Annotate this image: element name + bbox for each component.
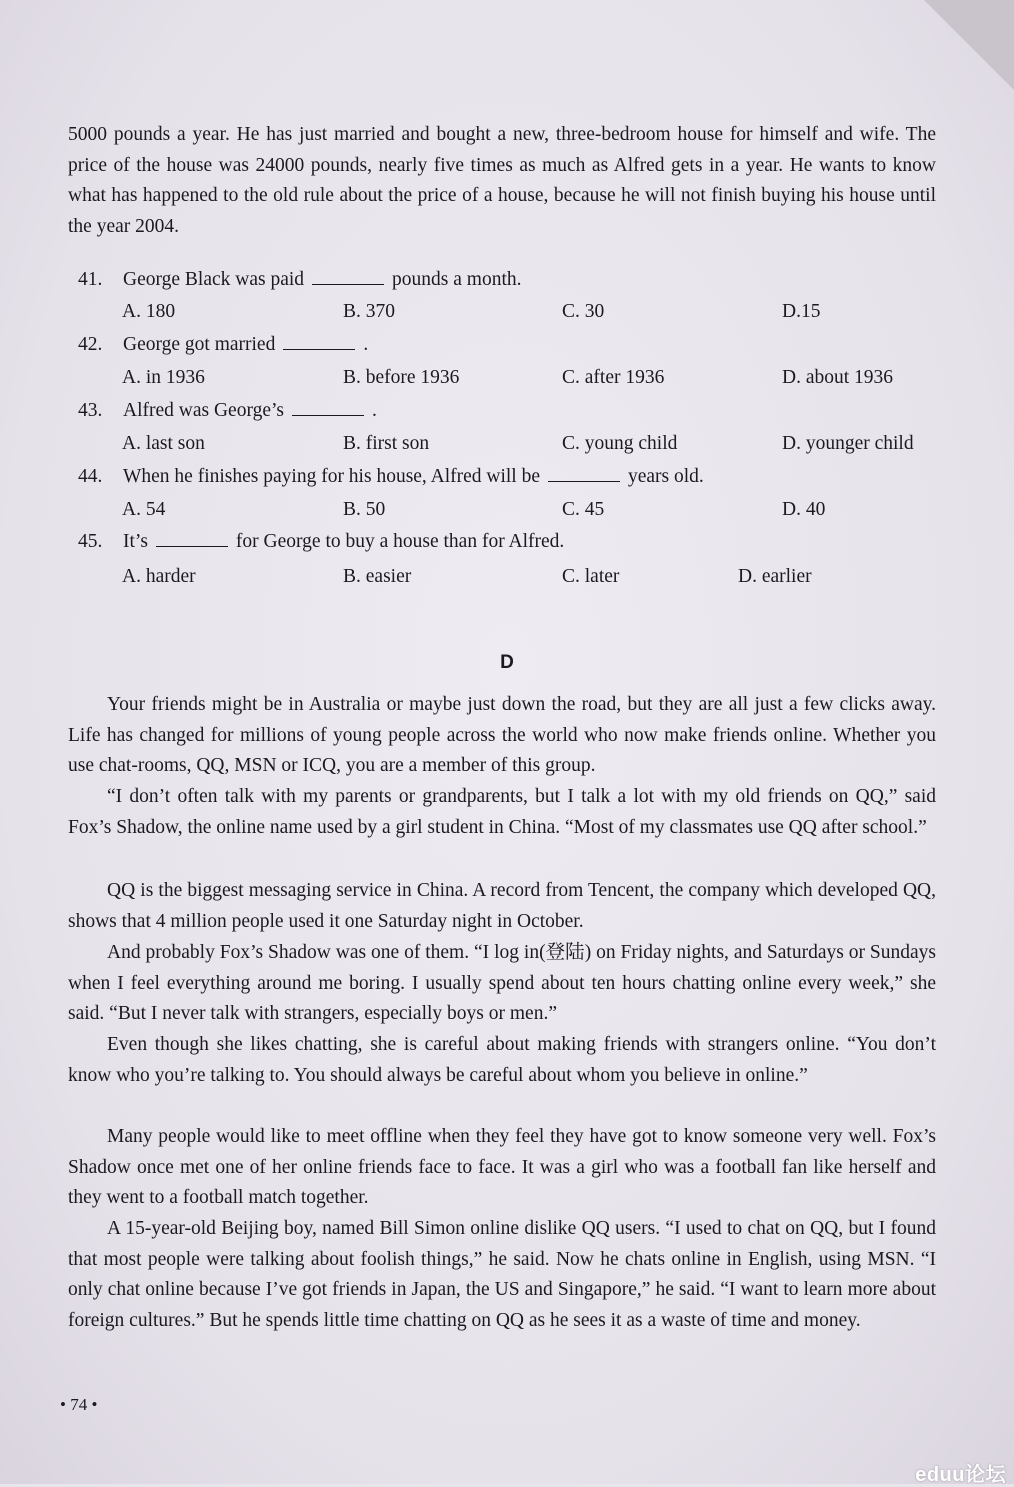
question-number: 42. bbox=[78, 334, 103, 355]
question-number: 45. bbox=[78, 531, 103, 552]
question-42 bbox=[78, 331, 958, 359]
question-44 bbox=[78, 463, 958, 491]
answer-blank[interactable] bbox=[312, 270, 384, 285]
question-44-options bbox=[118, 496, 958, 524]
section-heading: D bbox=[500, 652, 514, 673]
question-45-options bbox=[118, 563, 958, 591]
page-number: • 74 • bbox=[60, 1395, 98, 1414]
passage-d-paragraph: Your friends might be in Australia or maybe just down the road, but they are all just a few clicks away. Life has changed for millions of young people across the world who now make friends online. Whether you use chat-rooms, QQ, MSN or ICQ, you are a member of this group. bbox=[68, 694, 936, 777]
option-a[interactable]: A. harder bbox=[122, 566, 196, 587]
passage-d-paragraph: Many people would like to meet offline when they feel they have got to know someone very well. Fox’s Shadow once met one of her online friends face to face. It was a girl who was a football fan like herself and they went to a football match together. bbox=[68, 1126, 936, 1209]
site-watermark: eduu论坛 bbox=[915, 1464, 1006, 1486]
option-b[interactable]: B. 50 bbox=[343, 499, 386, 520]
option-b[interactable]: B. 370 bbox=[343, 301, 396, 322]
option-c[interactable]: C. later bbox=[562, 566, 620, 587]
option-a[interactable]: A. last son bbox=[122, 433, 205, 454]
option-a[interactable]: A. 54 bbox=[122, 499, 166, 520]
passage-d-paragraph: “I don’t often talk with my parents or grandparents, but I talk a lot with my old friends on QQ,” said Fox’s Shadow, the online name used by a girl student in China. “Most of my classmates use QQ after school.” bbox=[68, 786, 936, 838]
question-stem: When he finishes paying for his house, Alfred will be years old. bbox=[123, 466, 704, 487]
option-d[interactable]: D. earlier bbox=[738, 566, 812, 587]
answer-blank[interactable] bbox=[292, 401, 364, 416]
passage-d-paragraph: And probably Fox’s Shadow was one of them. “I log in(登陆) on Friday nights, and Saturdays or Sundays when I feel everything around me boring. I usually spend about ten hours chatting online every week,” she said. “But I never talk with strangers, especially boys or men.” bbox=[68, 942, 936, 1025]
question-43 bbox=[78, 397, 958, 425]
question-41 bbox=[78, 266, 958, 294]
question-stem: George Black was paid pounds a month. bbox=[123, 269, 522, 290]
option-c[interactable]: C. young child bbox=[562, 433, 678, 454]
question-stem: Alfred was George’s . bbox=[123, 400, 377, 421]
question-42-options bbox=[118, 364, 958, 392]
option-b[interactable]: B. first son bbox=[343, 433, 430, 454]
option-c[interactable]: C. 30 bbox=[562, 301, 605, 322]
question-43-options bbox=[118, 430, 958, 458]
passage-d-paragraph: A 15-year-old Beijing boy, named Bill Simon online dislike QQ users. “I used to chat on QQ, but I found that most people were talking about foolish things,” he said. Now he chats online in English, using MSN. “I only chat online because I’ve got friends in Japan, the US and Singapore,” he said. “I want to learn more about foreign cultures.” But he spends little time chatting on QQ as he sees it as a waste of time and money. bbox=[68, 1218, 936, 1331]
option-c[interactable]: C. 45 bbox=[562, 499, 605, 520]
option-b[interactable]: B. before 1936 bbox=[343, 367, 460, 388]
passage-d-paragraph: Even though she likes chatting, she is careful about making friends with strangers online. “You don’t know who you’re talking to. You should always be careful about whom you believe in online.” bbox=[68, 1034, 936, 1086]
passage-c-ending: 5000 pounds a year. He has just married and bought a new, three-bedroom house for himself and wife. The price of the house was 24000 pounds, nearly five times as much as Alfred gets in a year. He wants to know what has happened to the old rule about the price of a house, because he will not finish buying his house until the year 2004. bbox=[68, 124, 936, 237]
answer-blank[interactable] bbox=[283, 335, 355, 350]
option-d[interactable]: D. 40 bbox=[782, 499, 826, 520]
answer-blank[interactable] bbox=[156, 532, 228, 547]
option-d[interactable]: D.15 bbox=[782, 301, 821, 322]
question-number: 44. bbox=[78, 466, 103, 487]
question-stem: George got married . bbox=[123, 334, 369, 355]
option-b[interactable]: B. easier bbox=[343, 566, 412, 587]
option-a[interactable]: A. in 1936 bbox=[122, 367, 205, 388]
passage-d-paragraph: QQ is the biggest messaging service in China. A record from Tencent, the company which developed QQ, shows that 4 million people used it one Saturday night in October. bbox=[68, 880, 936, 932]
option-d[interactable]: D. younger child bbox=[782, 433, 914, 454]
question-stem: It’s for George to buy a house than for Alfred. bbox=[123, 531, 565, 552]
answer-blank[interactable] bbox=[548, 467, 620, 482]
option-a[interactable]: A. 180 bbox=[122, 301, 176, 322]
page-corner-fold bbox=[924, 0, 1014, 90]
question-number: 43. bbox=[78, 400, 103, 421]
question-number: 41. bbox=[78, 269, 103, 290]
question-45 bbox=[78, 528, 958, 556]
question-41-options bbox=[118, 298, 958, 326]
option-c[interactable]: C. after 1936 bbox=[562, 367, 665, 388]
option-d[interactable]: D. about 1936 bbox=[782, 367, 894, 388]
